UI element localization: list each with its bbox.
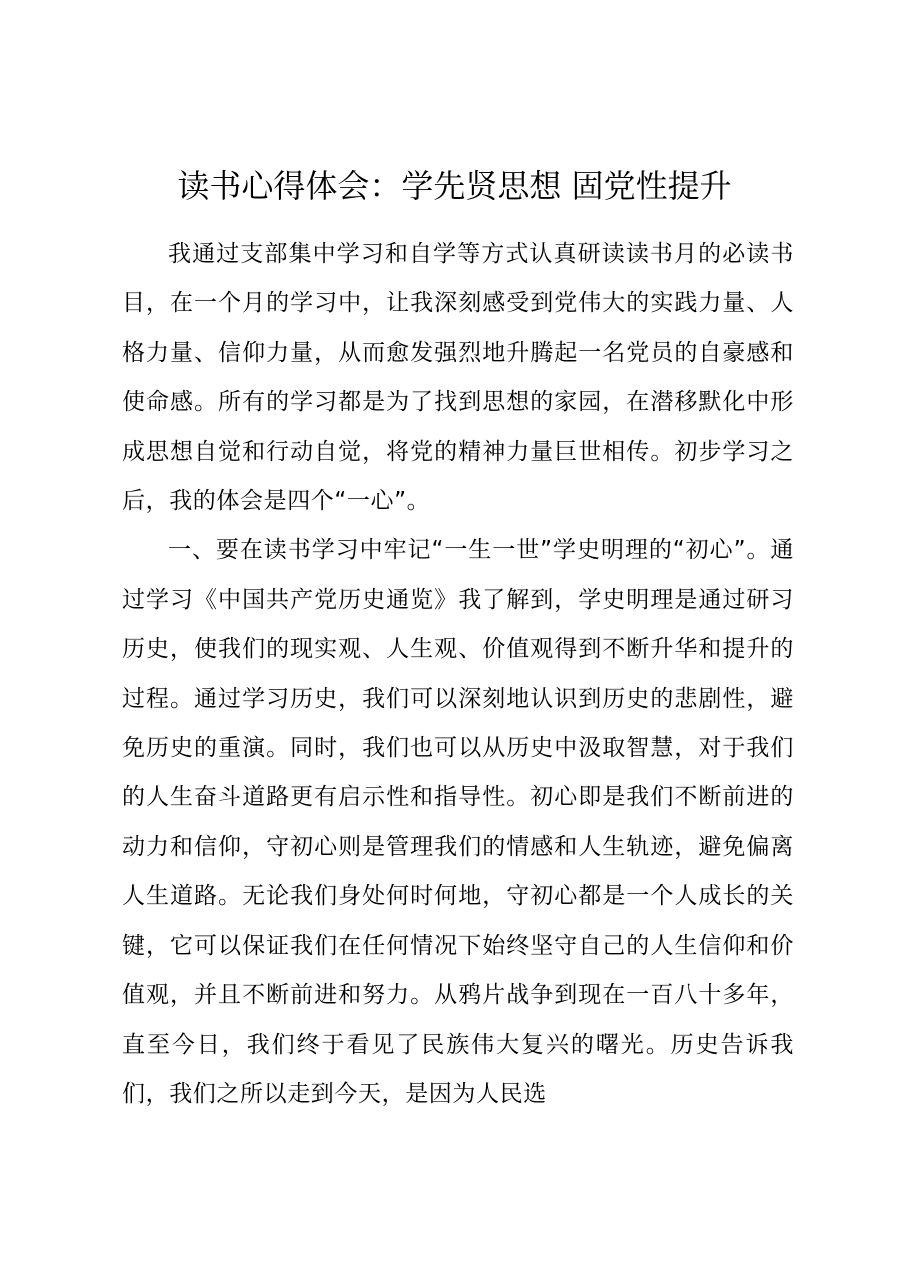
document-title: 读书心得体会：学先贤思想 固党性提升 (177, 167, 732, 205)
paragraph-intro: 我通过支部集中学习和自学等方式认真研读读书月的必读书目，在一个月的学习中，让我深刻感受到党伟大的实践力量、人格力量、信仰力量，从而愈发强烈地升腾起一名党员的自豪感和使命感。所有的学习都是为了找到思想的家园，在潜移默化中形成思想自觉和行动自觉，将党的精神力量巨世相传。初步学习之后，我的体会是四个“一心”。 (122, 241, 794, 515)
document-body (122, 230, 794, 1119)
paragraph-section-one: 一、要在读书学习中牢记“一生一世”学史明理的“初心”。通过学习《中国共产党历史通览》我了解到，学史明理是通过研习历史，使我们的现实观、人生观、价值观得到不断升华和提升的过程。通过学习历史，我们可以深刻地认识到历史的悲剧性，避免历史的重演。同时，我们也可以从历史中汲取智慧，对于我们的人生奋斗道路更有启示性和指导性。初心即是我们不断前进的动力和信仰，守初心则是管理我们的情感和人生轨迹，避免偏离人生道路。无论我们身处何时何地，守初心都是一个人成长的关键，它可以保证我们在任何情况下始终坚守自己的人生信仰和价值观，并且不断前进和努力。从鸦片战争到现在一百八十多年，直至今日，我们终于看见了民族伟大复兴的曙光。历史告诉我们，我们之所以走到今天，是因为人民选 (122, 537, 794, 1107)
